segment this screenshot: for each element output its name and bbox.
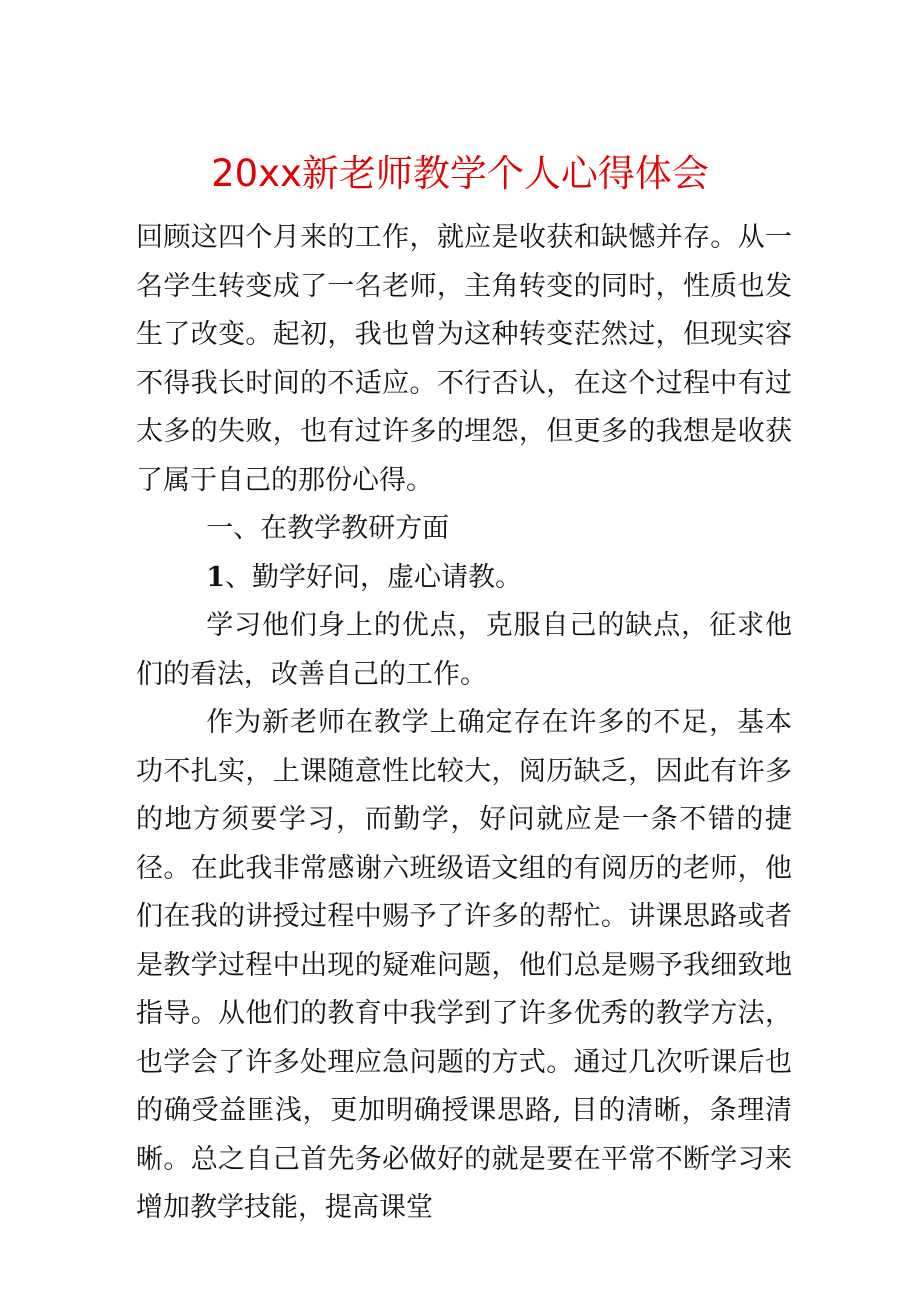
subsection-heading-text: 、勤学好问，虚心请教。 [224, 561, 522, 593]
subsection-heading [136, 554, 792, 603]
document-title: 20xx新老师教学个人心得体会 [211, 152, 709, 195]
section-heading: 一、在教学教研方面 [206, 513, 450, 544]
paragraph-intro: 回顾这四个月来的工作，就应是收获和缺憾并存。从一名学生转变成了一名老师，主角转变的同时，性质也发生了改变。起初，我也曾为这种转变茫然过，但现实容不得我长时间的不适应。不行否认，在这个过程中有过太多的失败，也有过许多的埋怨，但更多的我想是收获了属于自己的那份心得。 [136, 222, 792, 496]
paragraph-learning: 学习他们身上的优点，克服自己的缺点，征求他们的看法，改善自己的工作。 [136, 610, 792, 690]
document-body [136, 214, 792, 1233]
paragraph-new-teacher: 作为新老师在教学上确定存在许多的不足，基本功不扎实，上课随意性比较大，阅历缺乏，因此有许多的地方须要学习，而勤学，好问就应是一条不错的捷径。在此我非常感谢六班级语文组的有阅历的老师，他们在我的讲授过程中赐予了许多的帮忙。讲课思路或者是教学过程中出现的疑难问题，他们总是赐予我细致地指导。从他们的教育中我学到了许多优秀的教学方法，也学会了许多处理应急问题的方式。通过几次听课后也的确受益匪浅，更加明确授课思路, 目的清晰，条理清晰。总之自己首先务必做好的就是要在平常不断学习来增加教学技能，提高课堂 [136, 707, 792, 1223]
subsection-number: 1 [206, 561, 225, 593]
